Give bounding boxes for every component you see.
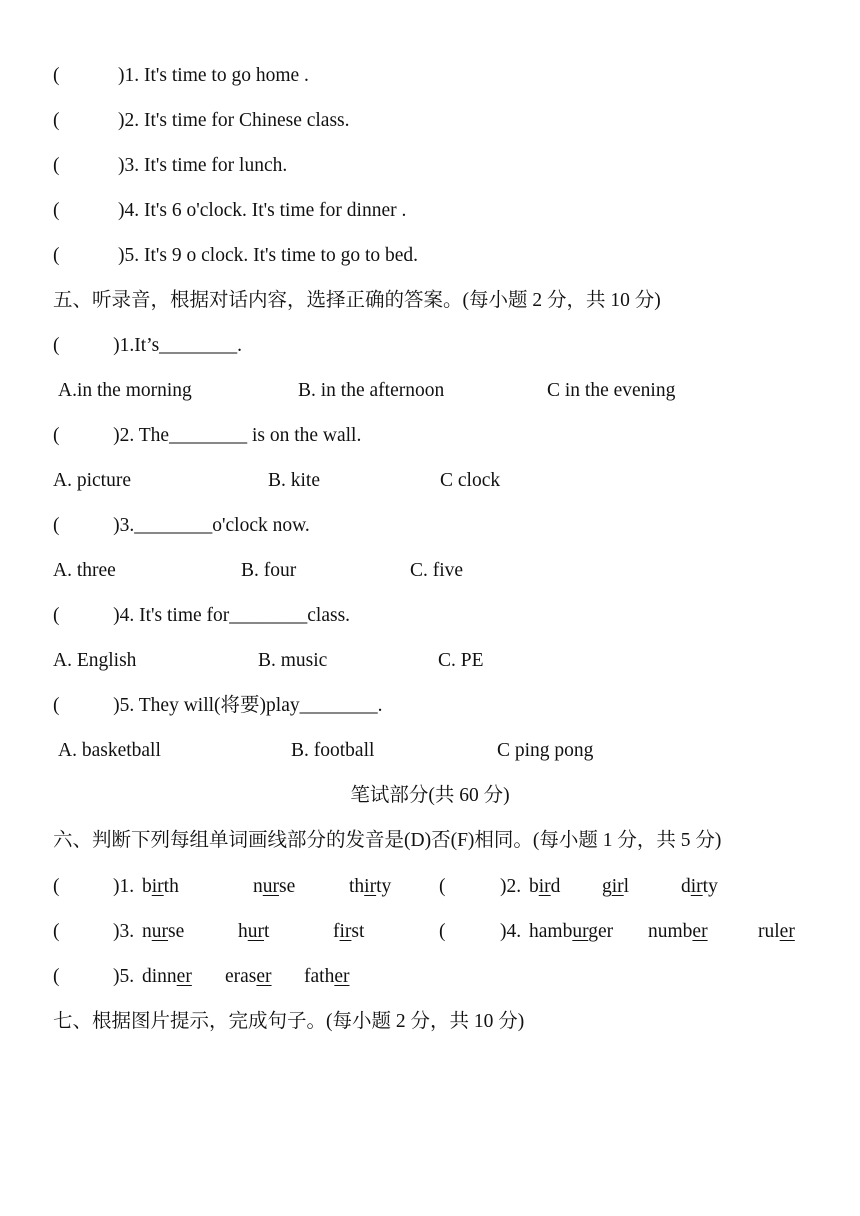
- s5-q3-option-b: B. four: [241, 560, 297, 581]
- s6-g4-number: )4.: [500, 921, 526, 942]
- s6-g1-word3: thirty: [349, 876, 392, 897]
- s5-q4-option-c: C. PE: [438, 650, 484, 671]
- s5-q1-option-a: A.in the morning: [58, 380, 192, 401]
- s5-q2-option-b: B. kite: [268, 470, 320, 491]
- s6-g5-word1: dinner: [142, 966, 192, 987]
- written-part-header: 笔试部分(共 60 分): [350, 785, 510, 806]
- s5-q2-option-c: C clock: [440, 470, 501, 491]
- s6-g1-paren: (: [53, 876, 60, 897]
- s5-q2-option-a: A. picture: [53, 470, 131, 491]
- s5-q5-option-b: B. football: [291, 740, 375, 761]
- s4-item-5: ( )5. It's 9 o clock. It's time to go to bed.: [53, 245, 419, 266]
- s6-g3-paren: (: [53, 921, 60, 942]
- s4-item-1: ( )1. It's time to go home .: [53, 65, 309, 86]
- s6-g1-word2: nurse: [253, 876, 296, 897]
- s6-g4-word1: hamburger: [529, 921, 614, 942]
- s6-g4-word2: number: [648, 921, 708, 942]
- s6-g2-paren: (: [439, 876, 446, 897]
- s6-g5-paren: (: [53, 966, 60, 987]
- s6-g5-word3: father: [304, 966, 350, 987]
- s6-g4-word3: ruler: [758, 921, 795, 942]
- s5-q1-stem: ( )1.It’s________.: [53, 335, 243, 356]
- s6-g3-word2: hurt: [238, 921, 270, 942]
- s6-g5-number: )5.: [113, 966, 139, 987]
- s5-q5-stem: ( )5. They will(将要)play________.: [53, 695, 383, 716]
- s5-q3-option-c: C. five: [410, 560, 464, 581]
- s6-g2-word1: bird: [529, 876, 561, 897]
- section6-title: 六、判断下列每组单词画线部分的发音是(D)否(F)相同。(每小题 1 分，共 5 分): [53, 830, 722, 851]
- s5-q4-option-b: B. music: [258, 650, 328, 671]
- s4-item-2: ( )2. It's time for Chinese class.: [53, 110, 350, 131]
- s4-item-3: ( )3. It's time for lunch.: [53, 155, 288, 176]
- s6-g3-word3: first: [333, 921, 365, 942]
- s6-g2-word3: dirty: [681, 876, 718, 897]
- s5-q4-option-a: A. English: [53, 650, 137, 671]
- s5-q2-stem: ( )2. The________ is on the wall.: [53, 425, 362, 446]
- s5-q5-option-c: C ping pong: [497, 740, 594, 761]
- s5-q1-option-c: C in the evening: [547, 380, 676, 401]
- s6-g3-number: )3.: [113, 921, 139, 942]
- s6-g2-word2: girl: [602, 876, 630, 897]
- s5-q3-option-a: A. three: [53, 560, 116, 581]
- section5-title: 五、听录音，根据对话内容，选择正确的答案。(每小题 2 分，共 10 分): [53, 290, 661, 311]
- s5-q3-stem: ( )3.________o'clock now.: [53, 515, 310, 536]
- s4-item-4: ( )4. It's 6 o'clock. It's time for dinner .: [53, 200, 407, 221]
- s6-g2-number: )2.: [500, 876, 526, 897]
- s6-g5-word2: eraser: [225, 966, 272, 987]
- s5-q5-option-a: A. basketball: [58, 740, 161, 761]
- s6-g4-paren: (: [439, 921, 446, 942]
- s6-g1-word1: birth: [142, 876, 179, 897]
- s6-g1-number: )1.: [113, 876, 139, 897]
- s6-g3-word1: nurse: [142, 921, 185, 942]
- s5-q1-option-b: B. in the afternoon: [298, 380, 445, 401]
- section7-title: 七、根据图片提示，完成句子。(每小题 2 分，共 10 分): [53, 1011, 525, 1032]
- s5-q4-stem: ( )4. It's time for________class.: [53, 605, 351, 626]
